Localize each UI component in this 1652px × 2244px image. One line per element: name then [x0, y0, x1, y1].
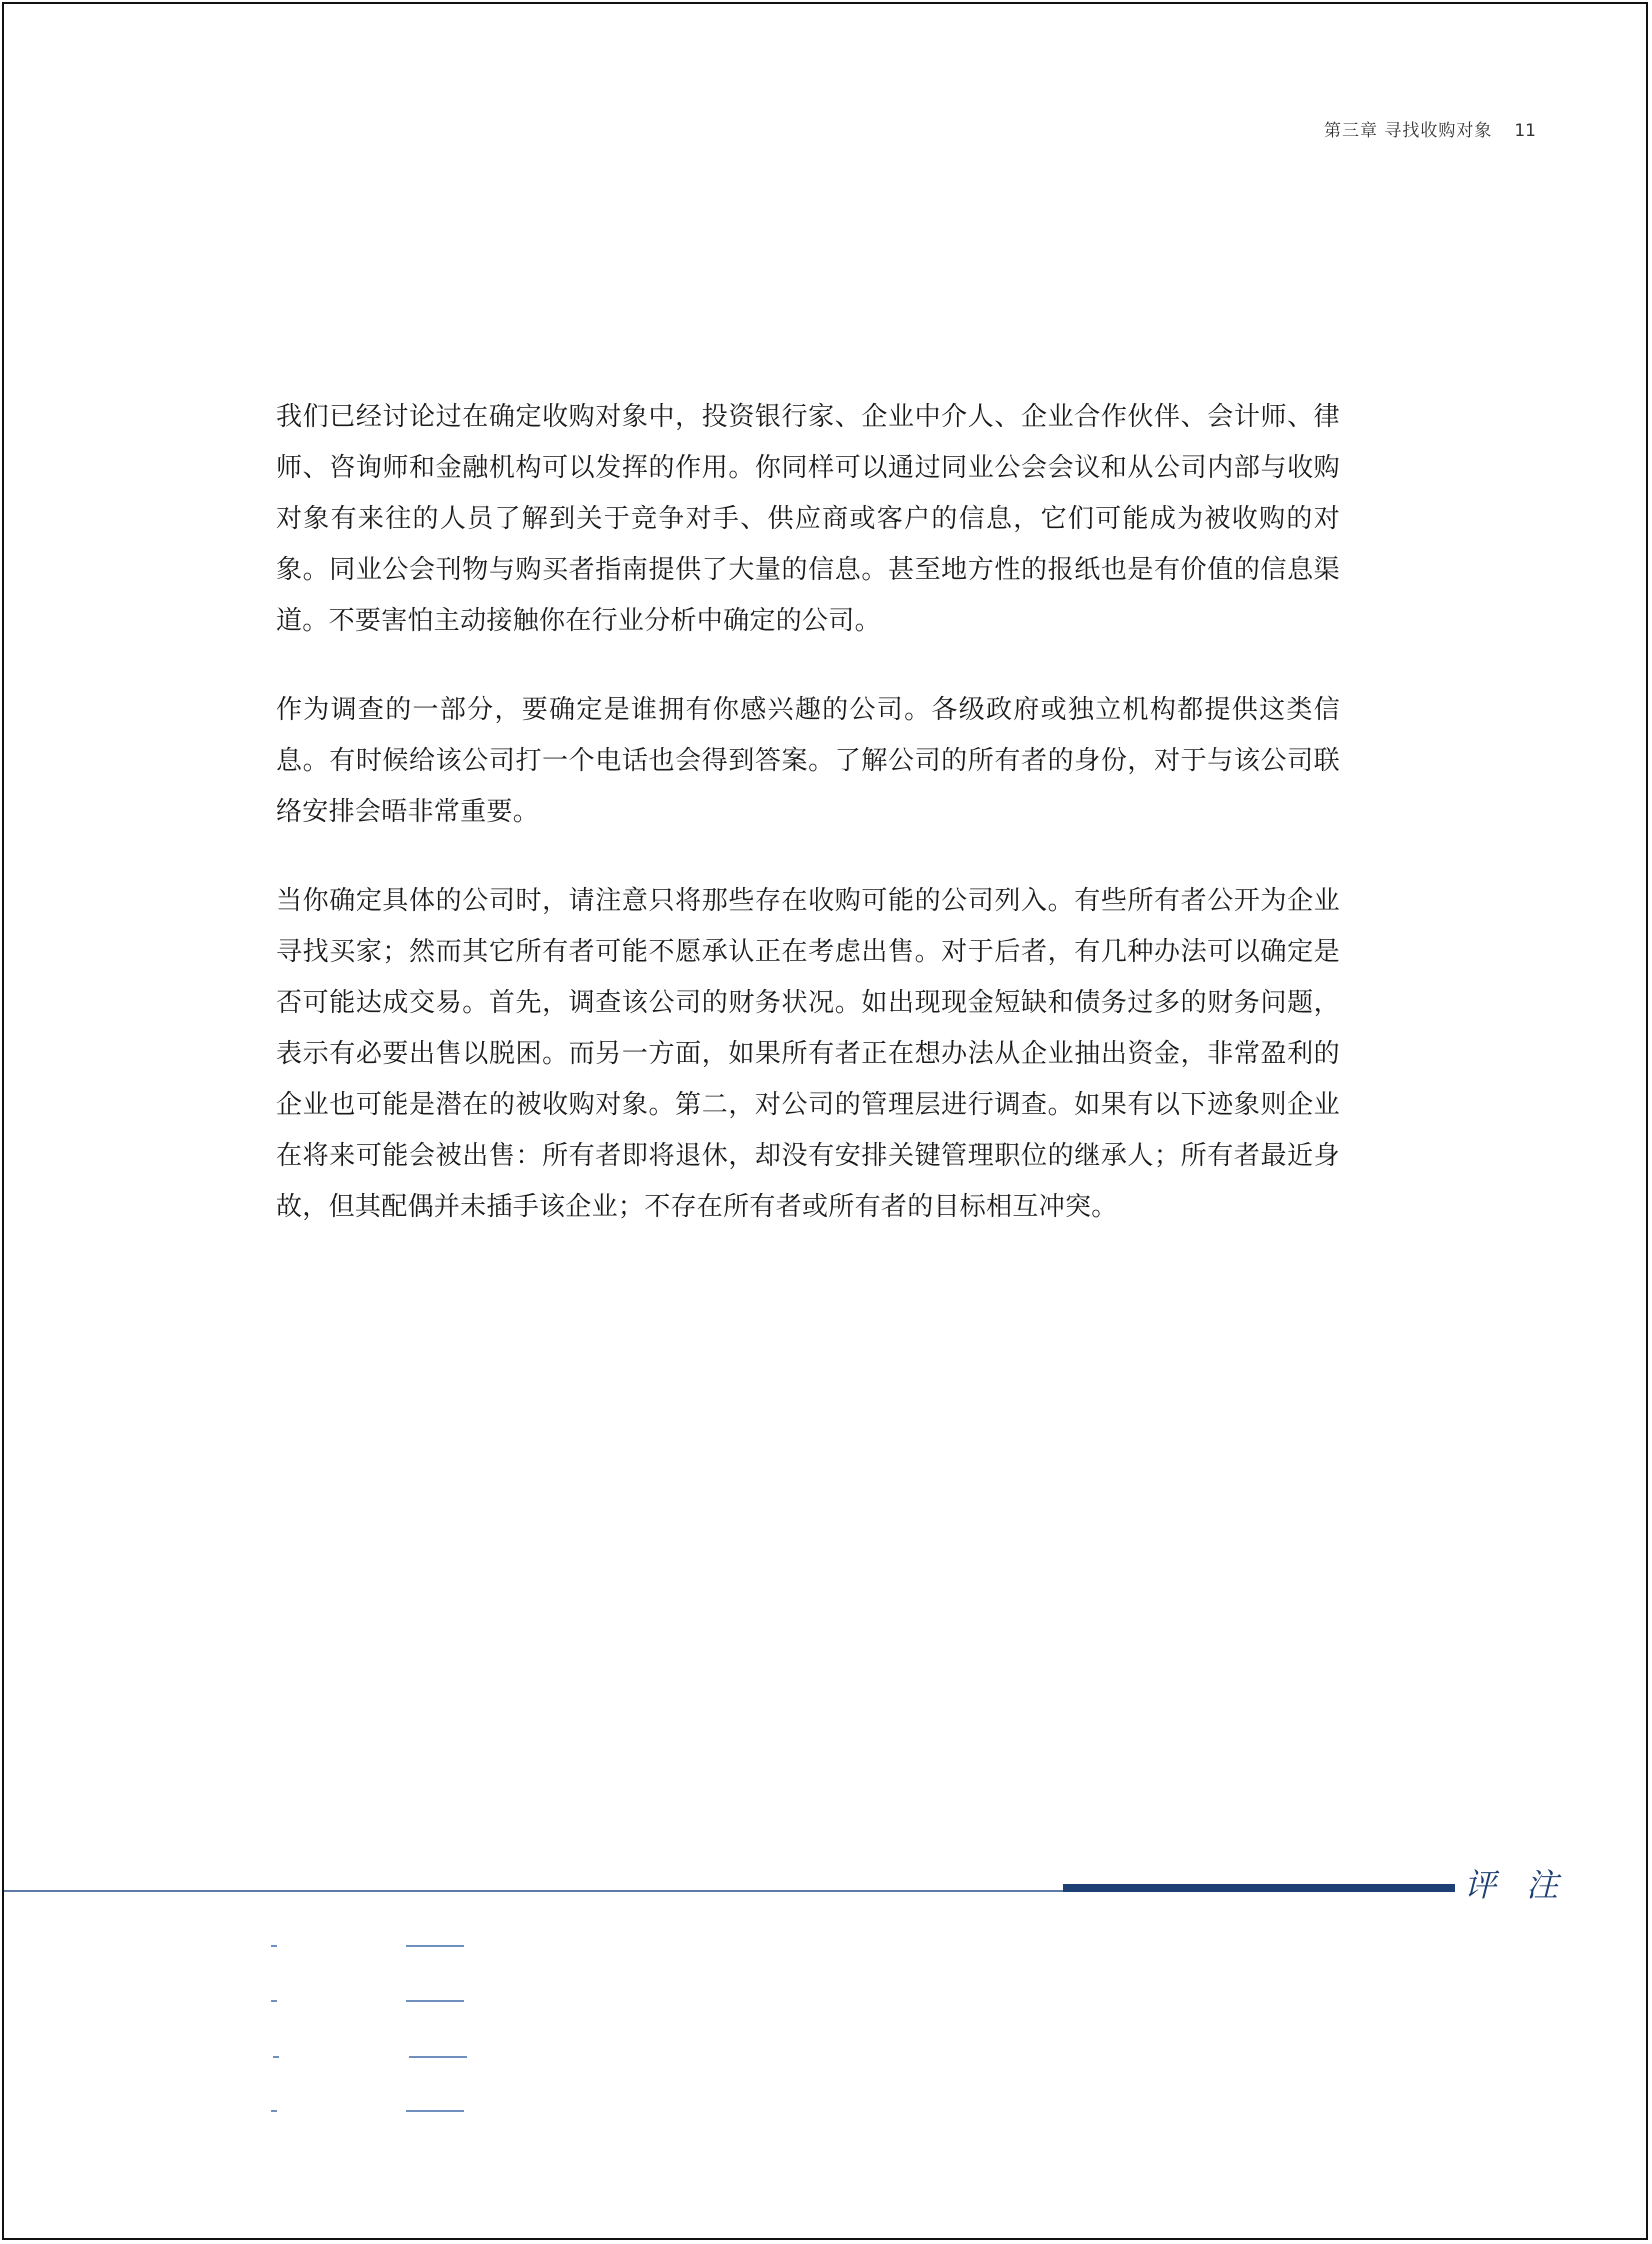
note-marker-line: [271, 2110, 277, 2112]
body-text: [276, 392, 1340, 1271]
chapter-title: 第三章 寻找收购对象: [1323, 121, 1493, 141]
note-marker-line: [271, 2000, 277, 2002]
notes-divider-thin: [4, 1890, 1064, 1892]
paragraph-2: 作为调查的一部分，要确定是谁拥有你感兴趣的公司。各级政府或独立机构都提供这类信息。有时候给该公司打一个电话也会得到答案。了解公司的所有者的身份，对于与该公司联络安排会晤非常重要。: [276, 695, 1340, 827]
note-writing-line: [406, 1945, 464, 1947]
note-marker-line: [273, 2056, 279, 2058]
note-writing-line: [409, 2056, 467, 2058]
note-writing-line: [406, 2000, 464, 2002]
notes-divider-thick: [1063, 1884, 1455, 1892]
running-header: [1324, 116, 1536, 141]
note-marker-line: [271, 1945, 277, 1947]
notes-title: 评 注: [1464, 1866, 1569, 1904]
paragraph-1: 我们已经讨论过在确定收购对象中，投资银行家、企业中介人、企业合作伙伴、会计师、律师、咨询师和金融机构可以发挥的作用。你同样可以通过同业公会会议和从公司内部与收购对象有来往的人员了解到关于竞争对手、供应商或客户的信息，它们可能成为被收购的对象。同业公会刊物与购买者指南提供了大量的信息。甚至地方性的报纸也是有价值的信息渠道。不要害怕主动接触你在行业分析中确定的公司。: [276, 402, 1340, 636]
page-number: 11: [1514, 121, 1536, 141]
note-writing-line: [406, 2110, 464, 2112]
paragraph-3: 当你确定具体的公司时，请注意只将那些存在收购可能的公司列入。有些所有者公开为企业寻找买家；然而其它所有者可能不愿承认正在考虑出售。对于后者，有几种办法可以确定是否可能达成交易。首先，调查该公司的财务状况。如出现现金短缺和债务过多的财务问题，表示有必要出售以脱困。而另一方面，如果所有者正在想办法从企业抽出资金，非常盈利的企业也可能是潜在的被收购对象。第二，对公司的管理层进行调查。如果有以下迹象则企业在将来可能会被出售：所有者即将退休，却没有安排关键管理职位的继承人；所有者最近身故，但其配偶并未插手该企业；不存在所有者或所有者的目标相互冲突。: [276, 886, 1340, 1222]
